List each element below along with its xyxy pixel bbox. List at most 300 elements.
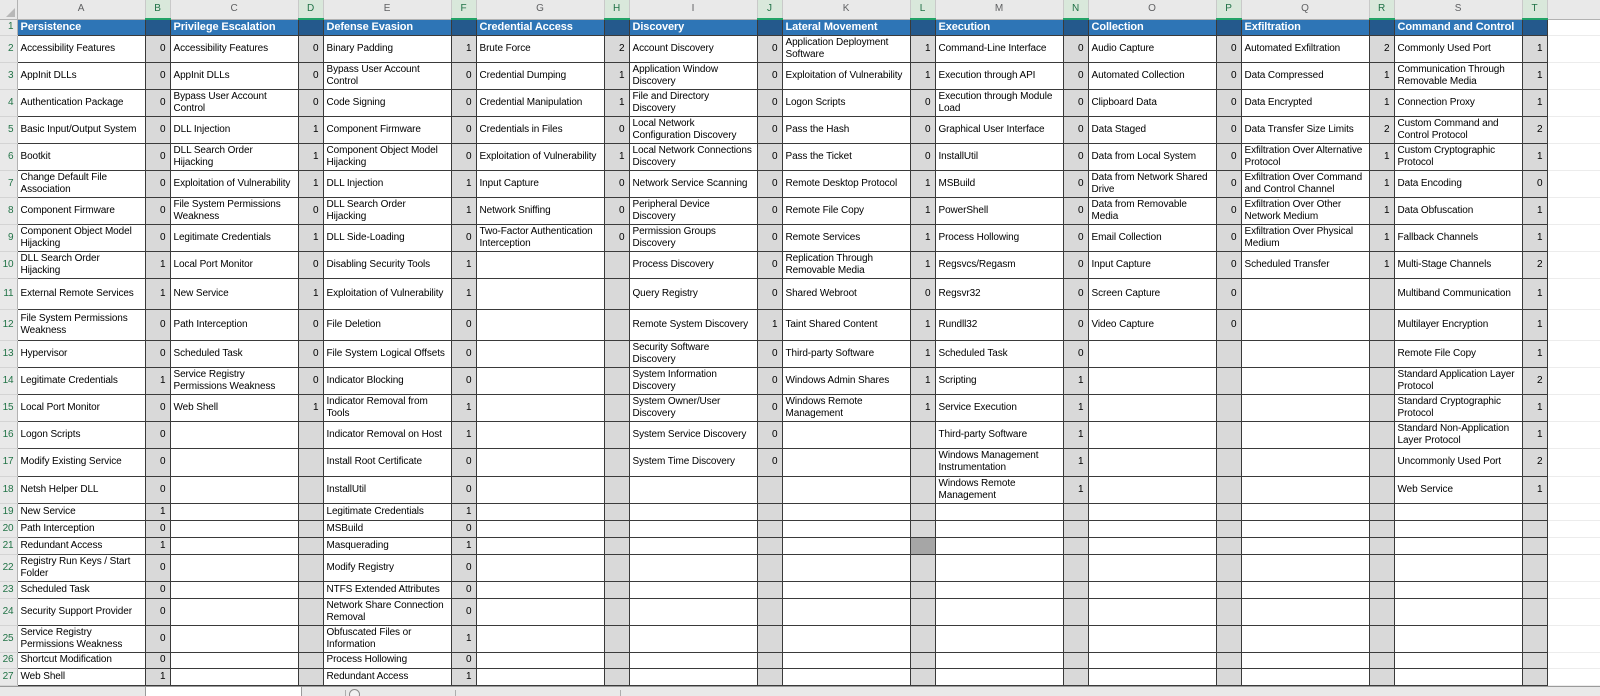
empty-technique-cell[interactable]: [629, 581, 757, 598]
empty-count-cell[interactable]: [1369, 537, 1394, 554]
technique-cell[interactable]: Scheduled Task: [170, 340, 298, 367]
empty-count-cell[interactable]: [1216, 581, 1241, 598]
column-header[interactable]: P: [1216, 0, 1241, 19]
technique-cell[interactable]: Standard Cryptographic Protocol: [1394, 394, 1522, 421]
empty-technique-cell[interactable]: [476, 421, 604, 448]
column-header[interactable]: D: [298, 0, 323, 19]
count-cell[interactable]: 1: [1369, 89, 1394, 116]
empty-count-cell[interactable]: [298, 554, 323, 581]
technique-cell[interactable]: Audio Capture: [1088, 35, 1216, 62]
count-cell[interactable]: 0: [1063, 309, 1088, 340]
technique-cell[interactable]: NTFS Extended Attributes: [323, 581, 451, 598]
tactic-header-cell[interactable]: Privilege Escalation: [170, 19, 298, 35]
count-cell[interactable]: 0: [451, 598, 476, 625]
count-cell[interactable]: 0: [757, 394, 782, 421]
count-cell[interactable]: 0: [145, 143, 170, 170]
count-cell[interactable]: 0: [757, 170, 782, 197]
empty-technique-cell[interactable]: [1241, 340, 1369, 367]
empty-technique-cell[interactable]: [1241, 367, 1369, 394]
technique-cell[interactable]: Remote Desktop Protocol: [782, 170, 910, 197]
count-cell[interactable]: 0: [298, 309, 323, 340]
count-cell[interactable]: 0: [451, 554, 476, 581]
count-cell[interactable]: 0: [145, 309, 170, 340]
empty-technique-cell[interactable]: [1241, 278, 1369, 309]
empty-technique-cell[interactable]: [476, 598, 604, 625]
empty-count-cell[interactable]: [757, 581, 782, 598]
technique-cell[interactable]: Fallback Channels: [1394, 224, 1522, 251]
technique-cell[interactable]: File System Logical Offsets: [323, 340, 451, 367]
row-number[interactable]: 22: [0, 554, 17, 581]
empty-count-cell[interactable]: [1063, 520, 1088, 537]
empty-technique-cell[interactable]: [935, 625, 1063, 652]
sheet-tab-bar[interactable]: [0, 686, 1600, 696]
empty-technique-cell[interactable]: [1088, 668, 1216, 685]
tactic-header-cell[interactable]: Persistence: [17, 19, 145, 35]
empty-technique-cell[interactable]: [1241, 394, 1369, 421]
technique-cell[interactable]: Masquerading: [323, 537, 451, 554]
row-number[interactable]: 18: [0, 476, 17, 503]
technique-cell[interactable]: Local Network Connections Discovery: [629, 143, 757, 170]
count-cell[interactable]: 0: [1216, 116, 1241, 143]
empty-technique-cell[interactable]: [1394, 554, 1522, 581]
row-number[interactable]: 19: [0, 503, 17, 520]
empty-technique-cell[interactable]: [629, 625, 757, 652]
empty-technique-cell[interactable]: [1088, 340, 1216, 367]
technique-cell[interactable]: Exfiltration Over Command and Control Channel: [1241, 170, 1369, 197]
technique-cell[interactable]: Custom Cryptographic Protocol: [1394, 143, 1522, 170]
count-cell[interactable]: 1: [451, 35, 476, 62]
count-cell[interactable]: 1: [910, 251, 935, 278]
count-cell[interactable]: 0: [1216, 278, 1241, 309]
count-cell[interactable]: 0: [298, 197, 323, 224]
empty-count-cell[interactable]: [910, 625, 935, 652]
count-cell[interactable]: 0: [1063, 89, 1088, 116]
technique-cell[interactable]: Network Share Connection Removal: [323, 598, 451, 625]
empty-count-cell[interactable]: [1522, 668, 1547, 685]
empty-technique-cell[interactable]: [935, 520, 1063, 537]
technique-cell[interactable]: Automated Collection: [1088, 62, 1216, 89]
technique-cell[interactable]: Exfiltration Over Other Network Medium: [1241, 197, 1369, 224]
count-cell[interactable]: 1: [1369, 143, 1394, 170]
empty-technique-cell[interactable]: [170, 520, 298, 537]
empty-count-cell[interactable]: [604, 503, 629, 520]
empty-technique-cell[interactable]: [1241, 652, 1369, 668]
technique-cell[interactable]: System Information Discovery: [629, 367, 757, 394]
count-cell[interactable]: 1: [910, 394, 935, 421]
count-cell[interactable]: 1: [1063, 421, 1088, 448]
empty-technique-cell[interactable]: [476, 340, 604, 367]
column-header[interactable]: A: [17, 0, 145, 19]
technique-cell[interactable]: File System Permissions Weakness: [170, 197, 298, 224]
empty-technique-cell[interactable]: [629, 537, 757, 554]
row-number[interactable]: 21: [0, 537, 17, 554]
count-cell[interactable]: 0: [1063, 278, 1088, 309]
technique-cell[interactable]: Windows Management Instrumentation: [935, 448, 1063, 476]
empty-count-cell[interactable]: [910, 503, 935, 520]
empty-count-cell[interactable]: [1369, 309, 1394, 340]
technique-cell[interactable]: Connection Proxy: [1394, 89, 1522, 116]
empty-count-cell[interactable]: [1216, 652, 1241, 668]
count-cell[interactable]: 0: [757, 340, 782, 367]
count-cell[interactable]: 0: [757, 116, 782, 143]
count-cell[interactable]: 0: [145, 476, 170, 503]
count-cell[interactable]: 0: [451, 652, 476, 668]
technique-cell[interactable]: New Service: [170, 278, 298, 309]
technique-cell[interactable]: Component Firmware: [17, 197, 145, 224]
count-cell[interactable]: 1: [1522, 62, 1547, 89]
count-cell[interactable]: 1: [604, 143, 629, 170]
spacer-cell[interactable]: [1547, 197, 1600, 224]
empty-count-cell[interactable]: [604, 278, 629, 309]
tactic-header-count-cell[interactable]: [1369, 19, 1394, 35]
column-header[interactable]: N: [1063, 0, 1088, 19]
count-cell[interactable]: 1: [451, 668, 476, 685]
count-cell[interactable]: 1: [1522, 476, 1547, 503]
empty-count-cell[interactable]: [1369, 340, 1394, 367]
empty-technique-cell[interactable]: [782, 520, 910, 537]
count-cell[interactable]: 0: [145, 520, 170, 537]
spacer-cell[interactable]: [1547, 554, 1600, 581]
empty-technique-cell[interactable]: [476, 554, 604, 581]
count-cell[interactable]: 1: [451, 394, 476, 421]
selection-anchor-cell[interactable]: [910, 537, 935, 554]
count-cell[interactable]: 1: [451, 625, 476, 652]
count-cell[interactable]: 0: [451, 309, 476, 340]
technique-cell[interactable]: Modify Existing Service: [17, 448, 145, 476]
empty-count-cell[interactable]: [757, 625, 782, 652]
count-cell[interactable]: 0: [757, 89, 782, 116]
technique-cell[interactable]: Exploitation of Vulnerability: [476, 143, 604, 170]
count-cell[interactable]: 0: [451, 224, 476, 251]
tactic-header-cell[interactable]: Execution: [935, 19, 1063, 35]
column-header[interactable]: F: [451, 0, 476, 19]
count-cell[interactable]: 0: [757, 367, 782, 394]
empty-count-cell[interactable]: [1369, 652, 1394, 668]
empty-count-cell[interactable]: [604, 394, 629, 421]
empty-technique-cell[interactable]: [782, 476, 910, 503]
count-cell[interactable]: 0: [451, 143, 476, 170]
spacer-cell[interactable]: [1547, 251, 1600, 278]
empty-count-cell[interactable]: [1216, 598, 1241, 625]
empty-count-cell[interactable]: [1369, 625, 1394, 652]
count-cell[interactable]: 1: [1522, 224, 1547, 251]
technique-cell[interactable]: Process Hollowing: [323, 652, 451, 668]
empty-technique-cell[interactable]: [1394, 652, 1522, 668]
technique-cell[interactable]: Data from Local System: [1088, 143, 1216, 170]
empty-count-cell[interactable]: [298, 421, 323, 448]
tactic-header-count-cell[interactable]: [298, 19, 323, 35]
count-cell[interactable]: 0: [1216, 309, 1241, 340]
count-cell[interactable]: 1: [145, 278, 170, 309]
empty-count-cell[interactable]: [298, 476, 323, 503]
empty-count-cell[interactable]: [604, 448, 629, 476]
technique-cell[interactable]: Remote File Copy: [1394, 340, 1522, 367]
technique-cell[interactable]: Network Sniffing: [476, 197, 604, 224]
technique-cell[interactable]: Taint Shared Content: [782, 309, 910, 340]
count-cell[interactable]: 0: [604, 197, 629, 224]
empty-count-cell[interactable]: [1063, 625, 1088, 652]
technique-cell[interactable]: Data Transfer Size Limits: [1241, 116, 1369, 143]
count-cell[interactable]: 0: [1063, 251, 1088, 278]
column-header[interactable]: [1547, 0, 1600, 19]
empty-technique-cell[interactable]: [1241, 309, 1369, 340]
row-number[interactable]: 3: [0, 62, 17, 89]
empty-technique-cell[interactable]: [629, 503, 757, 520]
technique-cell[interactable]: MSBuild: [323, 520, 451, 537]
technique-cell[interactable]: Legitimate Credentials: [323, 503, 451, 520]
technique-cell[interactable]: File Deletion: [323, 309, 451, 340]
technique-cell[interactable]: Clipboard Data: [1088, 89, 1216, 116]
technique-cell[interactable]: Commonly Used Port: [1394, 35, 1522, 62]
empty-count-cell[interactable]: [1216, 448, 1241, 476]
count-cell[interactable]: 2: [1522, 116, 1547, 143]
empty-technique-cell[interactable]: [782, 537, 910, 554]
row-number[interactable]: 16: [0, 421, 17, 448]
count-cell[interactable]: 1: [1369, 251, 1394, 278]
technique-cell[interactable]: Automated Exfiltration: [1241, 35, 1369, 62]
select-all-corner[interactable]: [0, 0, 17, 19]
count-cell[interactable]: 0: [145, 421, 170, 448]
count-cell[interactable]: 2: [1522, 251, 1547, 278]
count-cell[interactable]: 0: [145, 448, 170, 476]
empty-count-cell[interactable]: [910, 668, 935, 685]
count-cell[interactable]: 0: [298, 35, 323, 62]
empty-count-cell[interactable]: [1369, 476, 1394, 503]
row-number[interactable]: 17: [0, 448, 17, 476]
technique-cell[interactable]: External Remote Services: [17, 278, 145, 309]
empty-count-cell[interactable]: [1063, 554, 1088, 581]
empty-technique-cell[interactable]: [629, 652, 757, 668]
count-cell[interactable]: 1: [451, 170, 476, 197]
empty-count-cell[interactable]: [298, 652, 323, 668]
technique-cell[interactable]: Bootkit: [17, 143, 145, 170]
count-cell[interactable]: 1: [298, 278, 323, 309]
count-cell[interactable]: 0: [451, 89, 476, 116]
empty-count-cell[interactable]: [604, 554, 629, 581]
empty-technique-cell[interactable]: [1394, 581, 1522, 598]
empty-technique-cell[interactable]: [1394, 598, 1522, 625]
empty-technique-cell[interactable]: [170, 554, 298, 581]
technique-cell[interactable]: Data Obfuscation: [1394, 197, 1522, 224]
count-cell[interactable]: 0: [757, 35, 782, 62]
technique-cell[interactable]: Accessibility Features: [17, 35, 145, 62]
empty-technique-cell[interactable]: [782, 554, 910, 581]
technique-cell[interactable]: Install Root Certificate: [323, 448, 451, 476]
tactic-header-count-cell[interactable]: [910, 19, 935, 35]
count-cell[interactable]: 0: [1216, 197, 1241, 224]
empty-count-cell[interactable]: [298, 598, 323, 625]
empty-technique-cell[interactable]: [1394, 668, 1522, 685]
tactic-header-count-cell[interactable]: [451, 19, 476, 35]
empty-count-cell[interactable]: [298, 625, 323, 652]
technique-cell[interactable]: Path Interception: [17, 520, 145, 537]
empty-count-cell[interactable]: [604, 598, 629, 625]
empty-count-cell[interactable]: [910, 448, 935, 476]
empty-count-cell[interactable]: [604, 652, 629, 668]
column-header[interactable]: G: [476, 0, 604, 19]
count-cell[interactable]: 0: [298, 340, 323, 367]
empty-technique-cell[interactable]: [476, 309, 604, 340]
column-header[interactable]: B: [145, 0, 170, 19]
technique-cell[interactable]: Third-party Software: [782, 340, 910, 367]
tactic-header-cell[interactable]: Exfiltration: [1241, 19, 1369, 35]
technique-cell[interactable]: Uncommonly Used Port: [1394, 448, 1522, 476]
empty-technique-cell[interactable]: [1088, 625, 1216, 652]
count-cell[interactable]: 1: [451, 503, 476, 520]
empty-count-cell[interactable]: [757, 476, 782, 503]
technique-cell[interactable]: Graphical User Interface: [935, 116, 1063, 143]
empty-technique-cell[interactable]: [1241, 448, 1369, 476]
spacer-cell[interactable]: [1547, 448, 1600, 476]
technique-cell[interactable]: Remote File Copy: [782, 197, 910, 224]
technique-cell[interactable]: Web Service: [1394, 476, 1522, 503]
empty-count-cell[interactable]: [757, 520, 782, 537]
row-number[interactable]: 20: [0, 520, 17, 537]
count-cell[interactable]: 0: [145, 35, 170, 62]
count-cell[interactable]: 0: [145, 116, 170, 143]
empty-count-cell[interactable]: [1063, 581, 1088, 598]
empty-count-cell[interactable]: [604, 421, 629, 448]
row-number[interactable]: 9: [0, 224, 17, 251]
row-number[interactable]: 23: [0, 581, 17, 598]
technique-cell[interactable]: Bypass User Account Control: [323, 62, 451, 89]
count-cell[interactable]: 1: [1522, 340, 1547, 367]
technique-cell[interactable]: Data from Removable Media: [1088, 197, 1216, 224]
empty-count-cell[interactable]: [604, 581, 629, 598]
empty-count-cell[interactable]: [757, 554, 782, 581]
spacer-cell[interactable]: [1547, 421, 1600, 448]
empty-technique-cell[interactable]: [1088, 503, 1216, 520]
technique-cell[interactable]: Component Firmware: [323, 116, 451, 143]
empty-technique-cell[interactable]: [1088, 520, 1216, 537]
technique-cell[interactable]: Credential Manipulation: [476, 89, 604, 116]
empty-count-cell[interactable]: [1369, 448, 1394, 476]
empty-technique-cell[interactable]: [170, 625, 298, 652]
technique-cell[interactable]: Pass the Hash: [782, 116, 910, 143]
empty-count-cell[interactable]: [298, 448, 323, 476]
technique-cell[interactable]: Change Default File Association: [17, 170, 145, 197]
count-cell[interactable]: 0: [1063, 62, 1088, 89]
technique-cell[interactable]: Peripheral Device Discovery: [629, 197, 757, 224]
empty-count-cell[interactable]: [910, 598, 935, 625]
technique-cell[interactable]: DLL Injection: [170, 116, 298, 143]
technique-cell[interactable]: Logon Scripts: [782, 89, 910, 116]
spacer-cell[interactable]: [1547, 520, 1600, 537]
technique-cell[interactable]: PowerShell: [935, 197, 1063, 224]
count-cell[interactable]: 1: [451, 421, 476, 448]
count-cell[interactable]: 2: [1369, 116, 1394, 143]
technique-cell[interactable]: Disabling Security Tools: [323, 251, 451, 278]
empty-count-cell[interactable]: [604, 309, 629, 340]
count-cell[interactable]: 0: [1216, 224, 1241, 251]
empty-count-cell[interactable]: [604, 625, 629, 652]
count-cell[interactable]: 0: [145, 554, 170, 581]
technique-cell[interactable]: Windows Remote Management: [782, 394, 910, 421]
technique-cell[interactable]: Screen Capture: [1088, 278, 1216, 309]
empty-technique-cell[interactable]: [935, 581, 1063, 598]
spacer-cell[interactable]: [1547, 394, 1600, 421]
empty-technique-cell[interactable]: [629, 476, 757, 503]
count-cell[interactable]: 0: [757, 421, 782, 448]
technique-cell[interactable]: Web Shell: [17, 668, 145, 685]
empty-technique-cell[interactable]: [1088, 367, 1216, 394]
count-cell[interactable]: 0: [1063, 340, 1088, 367]
technique-cell[interactable]: Exploitation of Vulnerability: [170, 170, 298, 197]
row-number[interactable]: 8: [0, 197, 17, 224]
empty-technique-cell[interactable]: [170, 537, 298, 554]
row-number[interactable]: 26: [0, 652, 17, 668]
empty-technique-cell[interactable]: [1241, 581, 1369, 598]
count-cell[interactable]: 0: [1216, 143, 1241, 170]
tactic-header-count-cell[interactable]: [757, 19, 782, 35]
technique-cell[interactable]: Credential Dumping: [476, 62, 604, 89]
column-header[interactable]: J: [757, 0, 782, 19]
count-cell[interactable]: 0: [451, 476, 476, 503]
count-cell[interactable]: 0: [910, 278, 935, 309]
count-cell[interactable]: 0: [757, 62, 782, 89]
empty-count-cell[interactable]: [757, 668, 782, 685]
technique-cell[interactable]: Execution through API: [935, 62, 1063, 89]
empty-technique-cell[interactable]: [476, 448, 604, 476]
technique-cell[interactable]: Scheduled Task: [935, 340, 1063, 367]
technique-cell[interactable]: Multilayer Encryption: [1394, 309, 1522, 340]
count-cell[interactable]: 0: [145, 581, 170, 598]
empty-count-cell[interactable]: [1216, 394, 1241, 421]
technique-cell[interactable]: Two-Factor Authentication Interception: [476, 224, 604, 251]
technique-cell[interactable]: Pass the Ticket: [782, 143, 910, 170]
empty-count-cell[interactable]: [757, 537, 782, 554]
count-cell[interactable]: 1: [1063, 476, 1088, 503]
active-sheet-tab[interactable]: [145, 687, 302, 696]
empty-technique-cell[interactable]: [476, 503, 604, 520]
spacer-cell[interactable]: [1547, 503, 1600, 520]
technique-cell[interactable]: InstallUtil: [323, 476, 451, 503]
technique-cell[interactable]: New Service: [17, 503, 145, 520]
count-cell[interactable]: 0: [145, 224, 170, 251]
technique-cell[interactable]: Service Execution: [935, 394, 1063, 421]
empty-count-cell[interactable]: [910, 476, 935, 503]
empty-count-cell[interactable]: [1063, 537, 1088, 554]
empty-count-cell[interactable]: [1216, 421, 1241, 448]
empty-technique-cell[interactable]: [935, 652, 1063, 668]
technique-cell[interactable]: Brute Force: [476, 35, 604, 62]
technique-cell[interactable]: DLL Side-Loading: [323, 224, 451, 251]
count-cell[interactable]: 1: [1369, 170, 1394, 197]
technique-cell[interactable]: Windows Remote Management: [935, 476, 1063, 503]
count-cell[interactable]: 0: [298, 89, 323, 116]
spacer-cell[interactable]: [1547, 35, 1600, 62]
technique-cell[interactable]: Local Network Configuration Discovery: [629, 116, 757, 143]
empty-count-cell[interactable]: [910, 652, 935, 668]
count-cell[interactable]: 1: [910, 340, 935, 367]
count-cell[interactable]: 0: [757, 278, 782, 309]
empty-count-cell[interactable]: [1369, 520, 1394, 537]
tactic-header-count-cell[interactable]: [1216, 19, 1241, 35]
empty-count-cell[interactable]: [757, 598, 782, 625]
empty-technique-cell[interactable]: [1088, 421, 1216, 448]
sheet-options-icon[interactable]: [349, 689, 360, 696]
technique-cell[interactable]: Exfiltration Over Physical Medium: [1241, 224, 1369, 251]
count-cell[interactable]: 1: [910, 309, 935, 340]
count-cell[interactable]: 2: [1522, 367, 1547, 394]
empty-technique-cell[interactable]: [935, 598, 1063, 625]
count-cell[interactable]: 1: [298, 143, 323, 170]
technique-cell[interactable]: Exploitation of Vulnerability: [782, 62, 910, 89]
technique-cell[interactable]: File System Permissions Weakness: [17, 309, 145, 340]
column-header[interactable]: H: [604, 0, 629, 19]
technique-cell[interactable]: System Owner/User Discovery: [629, 394, 757, 421]
technique-cell[interactable]: AppInit DLLs: [170, 62, 298, 89]
